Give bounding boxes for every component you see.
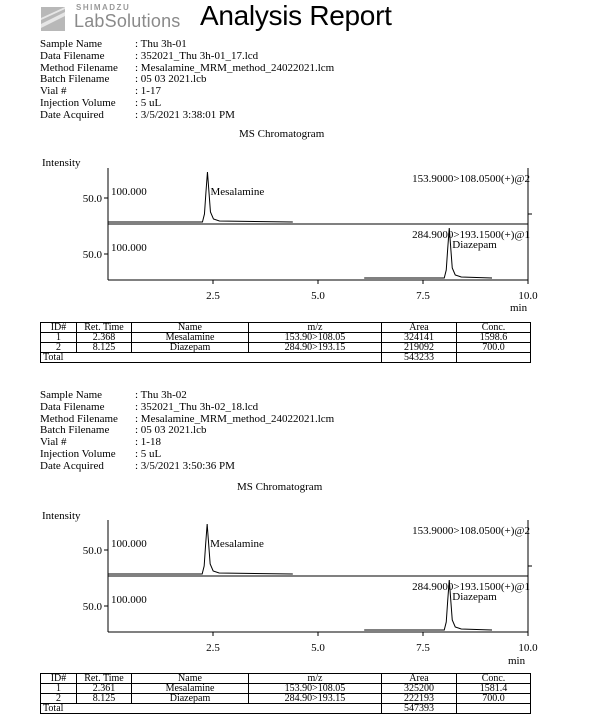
brand-main-text: LabSolutions: [74, 11, 181, 31]
value-batch-filename: : 05 03 2021.lcb: [135, 73, 207, 86]
col-header-ret-time: Ret. Time: [77, 674, 132, 684]
cell-ret-time: 2.361: [77, 684, 132, 694]
cell-total-conc: [457, 704, 531, 714]
cell-area: 222193: [382, 694, 457, 704]
label-batch-filename: Batch Filename: [40, 73, 110, 86]
label-vial: Vial #: [40, 436, 67, 449]
cell-conc: 1581.4: [457, 684, 531, 694]
col-header-mz: m/z: [249, 674, 382, 684]
cell-ret-time: 8.125: [77, 694, 132, 704]
table-row: [41, 343, 531, 353]
cell-total-conc: [457, 353, 531, 363]
x-tick-label: 10.0: [518, 290, 538, 302]
peak-label: Mesalamine: [210, 186, 265, 198]
col-header-name: Name: [132, 674, 249, 684]
x-tick-label: 5.0: [311, 642, 325, 654]
value-sample-name: : Thu 3h-02: [135, 389, 187, 401]
y-tick-label: 50.0: [82, 545, 102, 557]
value-batch-filename: : 05 03 2021.lcb: [135, 424, 207, 437]
value-data-filename: : 352021_Thu 3h-02_18.lcd: [135, 400, 259, 413]
label-method-filename: Method Filename: [40, 412, 118, 425]
table-total-row: [41, 353, 531, 363]
table-row: [41, 333, 531, 343]
cell-conc: 700.0: [457, 694, 531, 704]
cell-name: Diazepam: [132, 343, 249, 353]
cell-area: 324141: [382, 333, 457, 343]
value-sample-name: : Thu 3h-01: [135, 38, 187, 50]
cell-id: 2: [41, 694, 77, 704]
brand-top-text: SHIMADZU: [76, 3, 131, 12]
ms-chromatogram-2: [70, 520, 550, 660]
cell-total-label: Total: [41, 353, 382, 363]
value-vial: : 1-18: [135, 436, 161, 449]
col-header-id: ID#: [41, 323, 77, 333]
x-tick-label: 2.5: [206, 642, 220, 654]
shimadzu-logo-icon: [40, 6, 66, 32]
value-data-filename: : 352021_Thu 3h-01_17.lcd: [135, 49, 259, 62]
scale-label: 100.000: [111, 538, 147, 550]
col-header-area: Area: [382, 323, 457, 333]
x-unit-label: min: [508, 655, 526, 667]
label-injection-volume: Injection Volume: [40, 447, 116, 460]
x-tick-label: 2.5: [206, 290, 220, 302]
cell-total-area: 543233: [382, 353, 457, 363]
x-tick-label: 7.5: [416, 642, 430, 654]
y-tick-label: 50.0: [82, 601, 102, 613]
label-batch-filename: Batch Filename: [40, 424, 110, 437]
page-title: Analysis Report: [200, 0, 392, 31]
cell-id: 1: [41, 684, 77, 694]
label-method-filename: Method Filename: [40, 61, 118, 74]
table-total-row: [41, 704, 531, 714]
x-tick-label: 10.0: [518, 642, 538, 654]
cell-name: Diazepam: [132, 694, 249, 704]
cell-mz: 153.90>108.05: [249, 684, 382, 694]
sample-info-block: [40, 390, 334, 473]
cell-id: 2: [41, 343, 77, 353]
cell-name: Mesalamine: [132, 333, 249, 343]
value-injection-volume: : 5 uL: [135, 447, 162, 460]
value-method-filename: : Mesalamine_MRM_method_24022021.lcm: [135, 412, 335, 425]
sample-info-block: [40, 39, 334, 122]
scale-label: 100.000: [111, 242, 147, 254]
x-tick-label: 5.0: [311, 290, 325, 302]
peak-label: Mesalamine: [210, 538, 264, 550]
col-header-name: Name: [132, 323, 249, 333]
intensity-label: Intensity: [42, 510, 81, 522]
cell-name: Mesalamine: [132, 684, 249, 694]
cell-area: 219092: [382, 343, 457, 353]
value-date-acquired: : 3/5/2021 3:50:36 PM: [135, 459, 235, 472]
cell-conc: 1598.6: [457, 333, 531, 343]
col-header-conc: Conc.: [457, 323, 531, 333]
table-row: [41, 694, 531, 704]
cell-mz: 153.90>108.05: [249, 333, 382, 343]
cell-area: 325200: [382, 684, 457, 694]
table-header-row: [41, 323, 531, 333]
label-date-acquired: Date Acquired: [40, 459, 104, 472]
chromatogram-title: MS Chromatogram: [239, 128, 325, 140]
cell-total-area: 547393: [382, 704, 457, 714]
col-header-ret-time: Ret. Time: [77, 323, 132, 333]
transition-label: 284.9000>193.1500(+)@1: [412, 581, 530, 593]
label-data-filename: Data Filename: [40, 49, 105, 62]
cell-mz: 284.90>193.15: [249, 343, 382, 353]
cell-conc: 700.0: [457, 343, 531, 353]
label-date-acquired: Date Acquired: [40, 108, 104, 121]
col-header-area: Area: [382, 674, 457, 684]
results-table-1: [40, 322, 531, 363]
col-header-id: ID#: [41, 674, 77, 684]
label-sample-name: Sample Name: [40, 389, 103, 401]
ms-chromatogram-1: [70, 168, 550, 308]
scale-label: 100.000: [111, 186, 147, 198]
results-table-2: [40, 673, 531, 714]
table-row: [41, 684, 531, 694]
value-injection-volume: : 5 uL: [135, 96, 162, 109]
cell-total-label: Total: [41, 704, 382, 714]
cell-ret-time: 2.368: [77, 333, 132, 343]
value-vial: : 1-17: [135, 85, 161, 98]
label-data-filename: Data Filename: [40, 400, 105, 413]
cell-ret-time: 8.125: [77, 343, 132, 353]
intensity-label: Intensity: [42, 157, 81, 169]
scale-label: 100.000: [111, 594, 147, 606]
value-method-filename: : Mesalamine_MRM_method_24022021.lcm: [135, 61, 335, 74]
chromatogram-title: MS Chromatogram: [237, 481, 323, 493]
peak-label: Diazepam: [452, 239, 497, 251]
col-header-conc: Conc.: [457, 674, 531, 684]
col-header-mz: m/z: [249, 323, 382, 333]
x-tick-label: 7.5: [416, 290, 430, 302]
label-vial: Vial #: [40, 85, 67, 98]
x-unit-label: min: [510, 302, 528, 314]
y-tick-label: 50.0: [82, 249, 102, 261]
label-sample-name: Sample Name: [40, 38, 103, 50]
table-header-row: [41, 674, 531, 684]
cell-mz: 284.90>193.15: [249, 694, 382, 704]
transition-label: 153.9000>108.0500(+)@2: [412, 525, 530, 537]
peak-label: Diazepam: [452, 591, 497, 603]
label-injection-volume: Injection Volume: [40, 96, 116, 109]
transition-label: 153.9000>108.0500(+)@2: [412, 173, 530, 185]
transition-label: 284.9000>193.1500(+)@1: [412, 229, 530, 241]
y-tick-label: 50.0: [82, 193, 102, 205]
cell-id: 1: [41, 333, 77, 343]
value-date-acquired: : 3/5/2021 3:38:01 PM: [135, 108, 235, 121]
